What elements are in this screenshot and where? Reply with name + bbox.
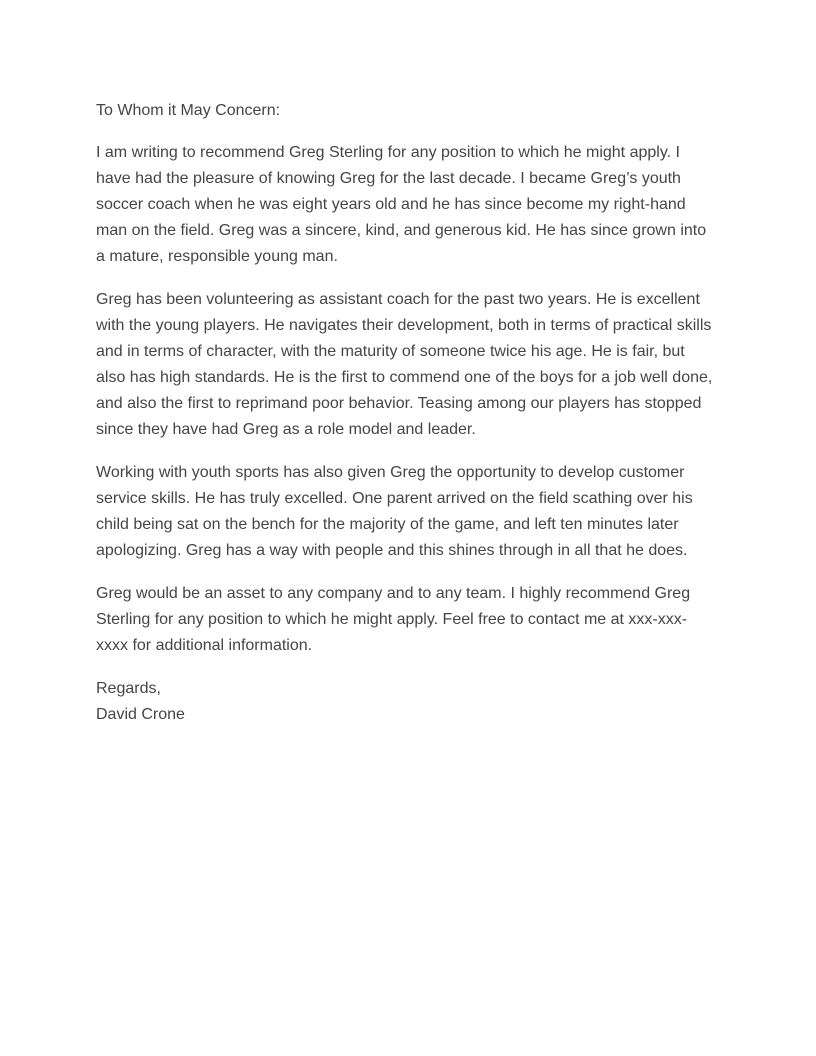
paragraph-2: Greg has been volunteering as assistant coach for the past two years. He is excellent with the young players. He navigates their development, both in terms of practical skills and in terms of character, with the maturity of someone twice his age. He is fair, but also has high standards. He is the first to commend one of the boys for a job well done, and also the first to reprimand poor behavior. Teasing among our players has stopped since they have had Greg as a role model and leader. xyxy=(96,291,713,438)
paragraph-1: I am writing to recommend Greg Sterling for any position to which he might apply. I have had the pleasure of knowing Greg for the last decade. I became Greg’s youth soccer coach when he was eight years old and he has since become my right-hand man on the field. Greg was a sincere, kind, and generous kid. He has since grown into a mature, responsible young man. xyxy=(96,144,707,265)
paragraph-4: Greg would be an asset to any company and to any team. I highly recommend Greg Sterling for any position to which he might apply. Feel free to contact me at xxx-xxx-xxxx for additional information. xyxy=(96,585,691,654)
salutation: To Whom it May Concern: xyxy=(96,102,281,119)
recommendation-letter xyxy=(96,98,714,728)
signature-name: David Crone xyxy=(96,706,185,723)
closing: Regards, xyxy=(96,680,161,697)
paragraph-3: Working with youth sports has also given Greg the opportunity to develop customer service skills. He has truly excelled. One parent arrived on the field scathing over his child being sat on the bench for the majority of the game, and left ten minutes later apologizing. Greg has a way with people and this shines through in all that he does. xyxy=(96,464,693,559)
